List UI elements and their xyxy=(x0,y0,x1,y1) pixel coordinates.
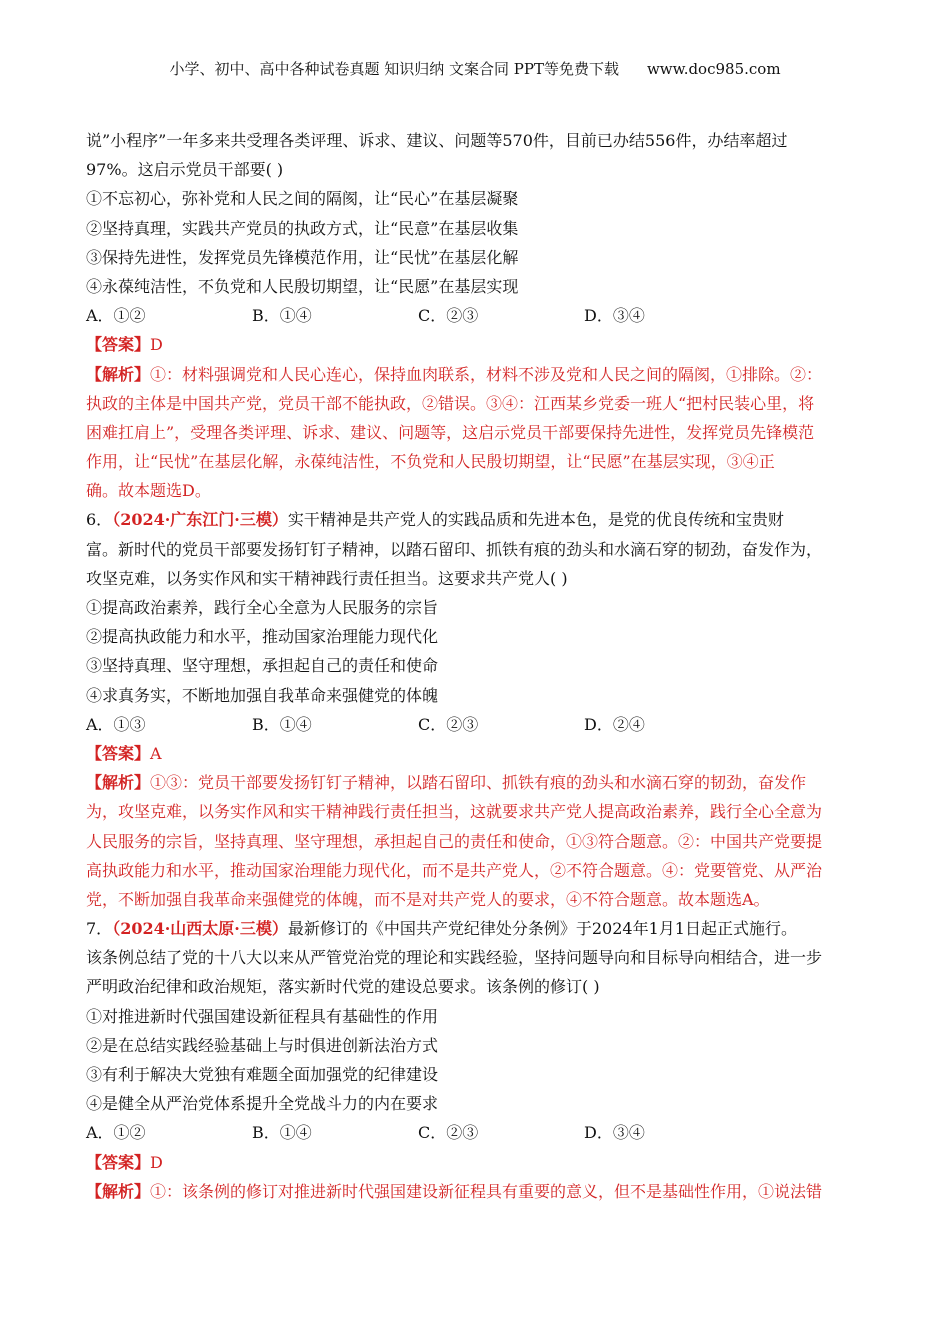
answer-value: A xyxy=(150,743,162,763)
answer-options xyxy=(86,710,870,739)
statement-item: ②坚持真理，实践共产党员的执政方式，让“民意”在基层收集 xyxy=(86,218,519,238)
analysis-text: 困难扛肩上”，受理各类评理、诉求、建议、问题等，这启示党员干部要保持先进性，发挥党员先锋模范 xyxy=(86,422,815,442)
question-5 xyxy=(86,126,870,505)
question-7 xyxy=(86,914,870,1206)
question-6 xyxy=(86,505,870,914)
option-c: C．②③ xyxy=(418,306,479,326)
answer-line xyxy=(86,739,870,768)
statement-item: ④求真务实，不断地加强自我革命来强健党的体魄 xyxy=(86,685,439,705)
statement-item: ①不忘初心，弥补党和人民之间的隔阂，让“民心”在基层凝聚 xyxy=(86,189,519,209)
option-d: D．③④ xyxy=(584,306,645,326)
answer-value: D xyxy=(150,335,163,355)
question-stem: 97%。这启示党员干部要( ) xyxy=(86,160,284,180)
header-text: 小学、初中、高中各种试卷真题 知识归纳 文案合同 PPT等免费下载 xyxy=(169,60,619,78)
analysis-text: 高执政能力和水平，推动国家治理能力现代化，而不是共产党人，②不符合题意。④：党要管党、从严治 xyxy=(86,860,823,880)
question-stem: 严明政治纪律和政治规矩，落实新时代党的建设总要求。该条例的修订( ) xyxy=(86,977,600,997)
analysis-text: 为，攻坚克难，以务实作风和实干精神践行责任担当，这就要求共产党人提高政治素养，践行全心全意为 xyxy=(86,802,823,822)
option-c: C．②③ xyxy=(418,1123,479,1143)
analysis-tag: 【解析】 xyxy=(86,773,151,793)
option-a: A．①③ xyxy=(86,714,146,734)
analysis-tag: 【解析】 xyxy=(86,1181,151,1201)
analysis-text: 人民服务的宗旨，坚持真理、坚守理想，承担起自己的责任和使命，①③符合题意。②：中国共产党要提 xyxy=(86,831,823,851)
statement-item: ④永葆纯洁性，不负党和人民殷切期望，让“民愿”在基层实现 xyxy=(86,276,519,296)
analysis-text: 执政的主体是中国共产党，党员干部不能执政，②错误。③④：江西某乡党委一班人“把村民装心里，将 xyxy=(86,393,815,413)
answer-line xyxy=(86,1148,870,1177)
option-c: C．②③ xyxy=(418,714,479,734)
answer-value: D xyxy=(150,1152,163,1172)
statement-item: ③保持先进性，发挥党员先锋模范作用，让“民忧”在基层化解 xyxy=(86,247,519,267)
analysis-text: ①③：党员干部要发扬钉钉子精神，以踏石留印、抓铁有痕的劲头和水滴石穿的韧劲，奋发作 xyxy=(150,773,807,793)
question-stem: 最新修订的《中国共产党纪律处分条例》于2024年1月1日起正式施行。 xyxy=(287,919,797,939)
analysis xyxy=(86,360,870,506)
answer-options xyxy=(86,301,870,330)
statement-item: ①对推进新时代强国建设新征程具有基础性的作用 xyxy=(86,1006,439,1026)
option-d: D．③④ xyxy=(584,1123,645,1143)
analysis-text: ①：该条例的修订对推进新时代强国建设新征程具有重要的意义，但不是基础性作用，①说法错 xyxy=(150,1181,823,1201)
analysis-text: 作用，让“民忧”在基层化解，永葆纯洁性，不负党和人民殷切期望，让“民愿”在基层实现，③④正 xyxy=(86,452,775,472)
answer-tag: 【答案】 xyxy=(86,335,151,355)
header-site: www.doc985.com xyxy=(646,60,781,78)
question-number: 6． xyxy=(86,510,113,530)
analysis-text: 确。故本题选D。 xyxy=(86,481,211,501)
analysis-tag: 【解析】 xyxy=(86,364,151,384)
statement-item: ②提高执政能力和水平，推动国家治理能力现代化 xyxy=(86,627,439,647)
statement-item: ②是在总结实践经验基础上与时俱进创新法治方式 xyxy=(86,1035,439,1055)
analysis-text: ①：材料强调党和人民心连心，保持血肉联系，材料不涉及党和人民之间的隔阂，①排除。②： xyxy=(150,364,823,384)
question-stem: 富。新时代的党员干部要发扬钉钉子精神，以踏石留印、抓铁有痕的劲头和水滴石穿的韧劲，奋发作为， xyxy=(86,539,823,559)
option-a: A．①② xyxy=(86,1123,146,1143)
question-stem: 说”小程序”一年多来共受理各类评理、诉求、建议、问题等570件，目前已办结556件，办结率超过 xyxy=(86,131,788,150)
option-b: B．①④ xyxy=(252,1123,312,1143)
answer-tag: 【答案】 xyxy=(86,743,151,763)
option-d: D．②④ xyxy=(584,714,645,734)
statement-item: ①提高政治素养，践行全心全意为人民服务的宗旨 xyxy=(86,598,439,617)
question-source: （2024·山西太原·三模） xyxy=(112,919,288,939)
question-stem: 实干精神是共产党人的实践品质和先进本色，是党的优良传统和宝贵财 xyxy=(287,510,784,530)
option-b: B．①④ xyxy=(252,714,312,734)
analysis xyxy=(86,768,870,914)
page-header xyxy=(0,58,950,79)
question-stem: 攻坚克难，以务实作风和实干精神践行责任担当。这要求共产党人( ) xyxy=(86,568,568,588)
question-number: 7． xyxy=(86,919,113,939)
answer-line xyxy=(86,330,870,359)
question-stem: 该条例总结了党的十八大以来从严管党治党的理论和实践经验，坚持问题导向和目标导向相结合，进一步 xyxy=(86,948,823,968)
option-a: A．①② xyxy=(86,306,146,326)
analysis-text: 党，不断加强自我革命来强健党的体魄，而不是对共产党人的要求，④不符合题意。故本题选A。 xyxy=(86,889,770,909)
document-body xyxy=(86,126,870,1206)
question-source: （2024·广东江门·三模） xyxy=(112,510,288,530)
option-b: B．①④ xyxy=(252,306,312,326)
statement-item: ③坚持真理、坚守理想，承担起自己的责任和使命 xyxy=(86,656,439,676)
answer-tag: 【答案】 xyxy=(86,1152,151,1172)
answer-options xyxy=(86,1118,870,1147)
statement-item: ④是健全从严治党体系提升全党战斗力的内在要求 xyxy=(86,1094,439,1114)
statement-item: ③有利于解决大党独有难题全面加强党的纪律建设 xyxy=(86,1065,439,1084)
analysis xyxy=(86,1177,870,1206)
